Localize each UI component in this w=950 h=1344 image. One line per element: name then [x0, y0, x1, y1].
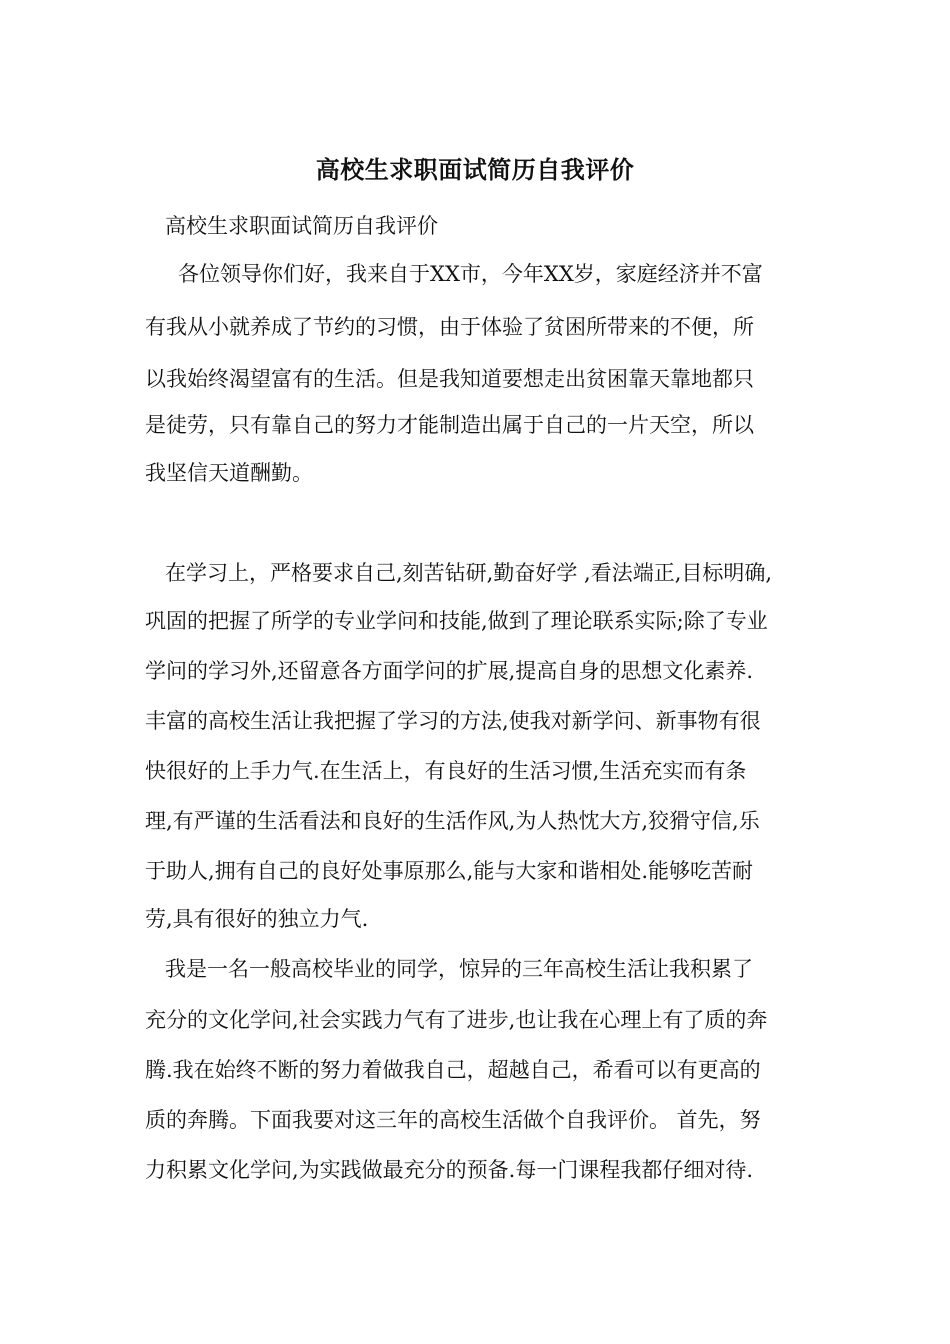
document-title: 高校生求职面试简历自我评价: [315, 155, 635, 184]
paragraph-line: 劳,具有很好的独立力气.: [145, 907, 369, 931]
paragraph-line: 丰富的高校生活让我把握了学习的方法,使我对新学问、新事物有很: [145, 709, 761, 733]
paragraph-line: 质的奔腾。下面我要对这三年的高校生活做个自我评价。 首先，努: [145, 1108, 761, 1132]
paragraph-line: 理,有严谨的生活看法和良好的生活作风,为人热忱大方,狡猾守信,乐: [145, 809, 760, 833]
paragraph-line: 各位领导你们好，我来自于XX市，今年XX岁，家庭经济并不富: [178, 262, 763, 286]
paragraph-line: 我是一名一般高校毕业的同学，惊异的三年高校生活让我积累了: [165, 957, 753, 981]
paragraph-line: 巩固的把握了所学的专业学问和技能,做到了理论联系实际;除了专业: [145, 609, 768, 633]
paragraph-line: 快很好的上手力气.在生活上，有良好的生活习惯,生活充实而有条: [145, 759, 747, 783]
paragraph-line: 力积累文化学问,为实践做最充分的预备.每一门课程我都仔细对待.: [145, 1158, 754, 1182]
paragraph-line: 是徒劳，只有靠自己的努力才能制造出属于自己的一片天空，所以: [145, 413, 754, 437]
paragraph-line: 于助人,拥有自己的良好处事原那么,能与大家和谐相处.能够吃苦耐: [145, 859, 754, 883]
paragraph-line: 我坚信天道酬勤。: [145, 461, 313, 485]
paragraph-line: 充分的文化学问,社会实践力气有了进步,也让我在心理上有了质的奔: [145, 1008, 768, 1032]
paragraph-line: 学问的学习外,还留意各方面学问的扩展,提高自身的思想文化素养.: [145, 659, 754, 683]
subtitle-line: 高校生求职面试简历自我评价: [165, 214, 438, 238]
paragraph-line: 有我从小就养成了节约的习惯，由于体验了贫困所带来的不便，所: [145, 315, 754, 339]
paragraph-line: 腾.我在始终不断的努力着做我自己，超越自己，希看可以有更高的: [145, 1058, 761, 1082]
paragraph-line: 在学习上，严格要求自己,刻苦钻研,勤奋好学 ,看法端正,目标明确,: [165, 561, 773, 585]
paragraph-line: 以我始终渴望富有的生活。但是我知道要想走出贫困靠天靠地都只: [145, 367, 754, 391]
